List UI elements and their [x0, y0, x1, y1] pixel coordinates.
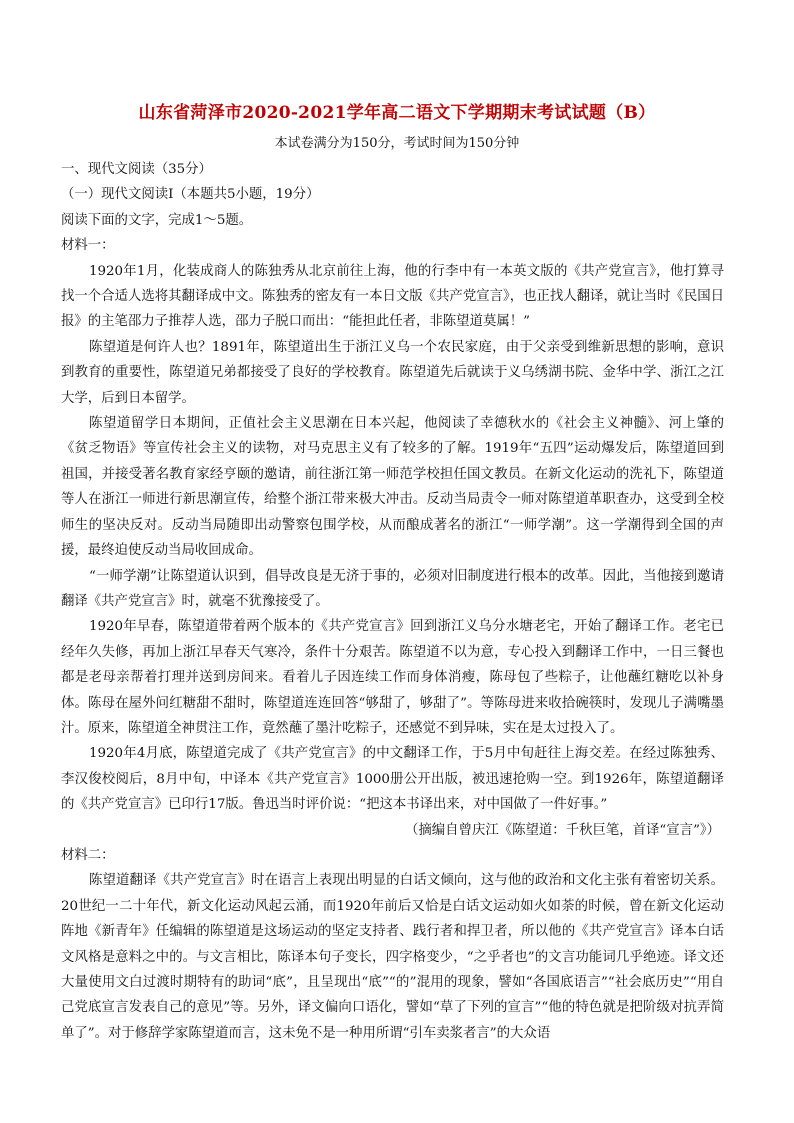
- paragraph: 1920年1月，化装成商人的陈独秀从北京前往上海，他的行李中有一本英文版的《共产党宣言》，他打算寻找一个合适人选将其翻译成中文。陈独秀的密友有一本日文版《共产党宣言》，也正找人翻译，就让当时《民国日报》的主笔邵力子推荐人选，邵力子脱口而出：“能担此任者，非陈望道莫属！”: [61, 263, 724, 330]
- material-label: 材料二：: [61, 847, 115, 863]
- paragraph: 陈望道是何许人也？1891年，陈望道出生于浙江义乌一个农民家庭，由于父亲受到维新思想的影响，意识到教育的重要性，陈望道兄弟都接受了良好的学校教育。陈望道先后就读于义乌绣湖书院、金华中学、浙江之江大学，后到日本留学。: [61, 339, 724, 406]
- page-title: 山东省菏泽市2020-2021学年高二语文下学期期末考试试题（B）: [138, 103, 656, 123]
- instruction: 阅读下面的文字，完成1～5题。: [61, 212, 253, 228]
- paragraph: 陈望道留学日本期间，正值社会主义思潮在日本兴起，他阅读了幸德秋水的《社会主义神髓》、河上肇的《贫乏物语》等宣传社会主义的读物，对马克思主义有了较多的了解。1919年“五四”运动爆发后，陈望道回到祖国，并接受著名教育家经亨颐的邀请，前往浙江第一师范学校担任国文教员。在新文化运动的洗礼下，陈望道等人在浙江一师进行新思潮宣传，给整个浙江带来极大冲击。反动当局责令一师对陈望道革职查办，这受到全校师生的坚决反对。反动当局随即出动警察包围学校，从而酿成著名的浙江“一师学潮”。这一学潮得到全国的声援，最终迫使反动当局收回成命。: [61, 416, 724, 559]
- document-body: [61, 157, 724, 1046]
- paragraph: 1920年早春，陈望道带着两个版本的《共产党宣言》回到浙江义乌分水塘老宅，开始了翻译工作。老宅已经年久失修，再加上浙江早春天气寒冷，条件十分艰苦。陈望道不以为意，专心投入到翻译工作中，一日三餐也都是老母亲帮着打理并送到房间来。看着儿子因连续工作而身体消瘦，陈母包了些粽子，让他蘸红糖吃以补身体。陈母在屋外问红糖甜不甜时，陈望道连连回答“够甜了，够甜了”。等陈母进来收拾碗筷时，发现儿子满嘴墨汁。原来，陈望道全神贯注工作，竟然蘸了墨汁吃粽子，还感觉不到异味，实在是太过投入了。: [61, 619, 724, 736]
- paragraph: 陈望道翻译《共产党宣言》时在语言上表现出明显的白话文倾向，这与他的政治和文化主张有着密切关系。20世纪一二十年代，新文化运动风起云涌，而1920年前后又恰是白话文运动如火如荼的时候，曾在新文化运动阵地《新青年》任编辑的陈望道是这场运动的坚定支持者、践行者和捍卫者，所以他的《共产党宣言》译本白话文风格是意料之中的。与文言相比，陈译本句子变长，四字格变少，“之乎者也”的文言功能词几乎绝迹。译文还大量使用文白过渡时期特有的助词“底”，且呈现出“底”“的”混用的现象，譬如“各国底语言”“社会底历史”“用自己党底宣言发表自己的意见”等。另外，译文偏向口语化，譬如“草了下列的宣言”“他的特色就是把阶级对抗弄简单了”。对于修辞学家陈望道而言，这未免不是一种用所谓“引车卖浆者言”的大众语: [61, 873, 724, 1041]
- material-label: 材料一：: [61, 238, 115, 254]
- paragraph: 1920年4月底，陈望道完成了《共产党宣言》的中文翻译工作，于5月中旬赶往上海交差。在经过陈独秀、李汉俊校阅后，8月中旬，中译本《共产党宣言》1000册公开出版，被迅速抢购一空。到1926年，陈望道翻译的《共产党宣言》已印行17版。鲁迅当时评价说：“把这本书译出来，对中国做了一件好事。”: [61, 746, 724, 813]
- exam-info: 本试卷满分为150分，考试时间为150分钟: [274, 136, 520, 151]
- paragraph: “一师学潮”让陈望道认识到，倡导改良是无济于事的，必须对旧制度进行根本的改革。因此，当他接到邀请翻译《共产党宣言》时，就毫不犹豫接受了。: [61, 568, 724, 609]
- subsection-heading: （一）现代文阅读Ⅰ（本题共5小题，19分）: [61, 187, 320, 203]
- source-citation: （摘编自曾庆江《陈望道：千秋巨笔，首译“宣言”》）: [405, 822, 720, 838]
- section-heading: 一、现代文阅读（35分）: [61, 162, 212, 177]
